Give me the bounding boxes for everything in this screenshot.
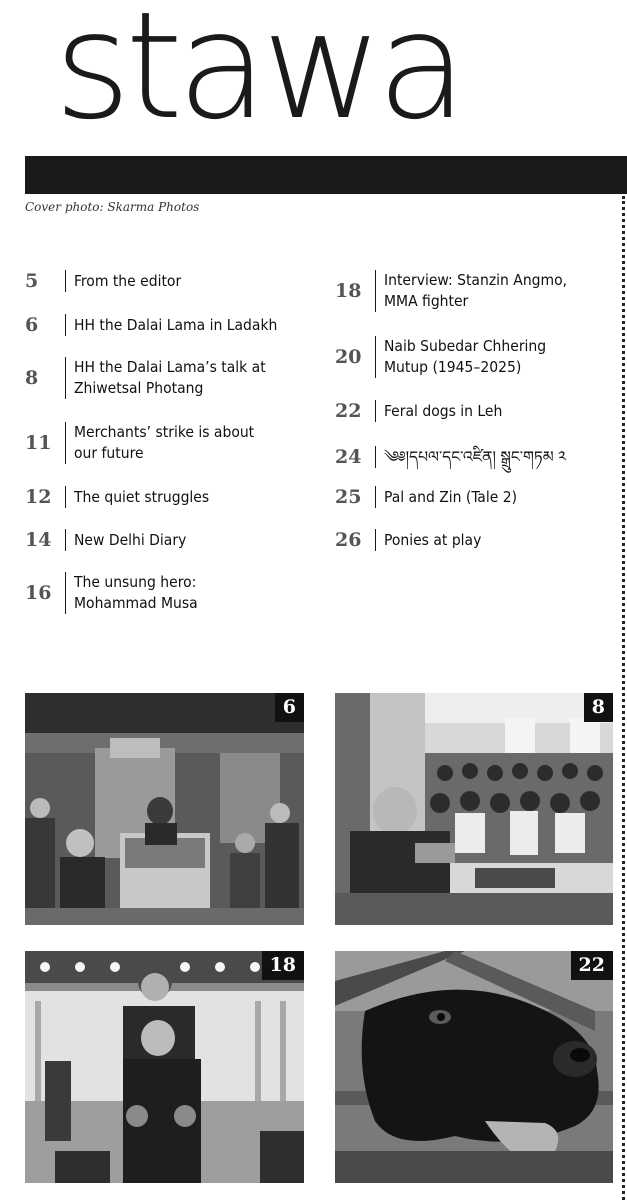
toc-title: Pal and Zin (Tale 2)	[384, 487, 518, 506]
toc-page-number: 26	[335, 529, 362, 551]
toc-page-number: 5	[25, 270, 39, 292]
toc-page-number: 12	[25, 486, 52, 508]
toc-separator	[65, 572, 66, 614]
toc-page-number: 22	[335, 400, 362, 422]
toc-title: New Delhi Diary	[74, 530, 187, 549]
photo-stanzin-angmo[interactable]	[25, 951, 304, 1183]
toc-entry[interactable]	[335, 446, 566, 468]
toc-entry[interactable]	[25, 314, 277, 336]
toc-title: Ponies at play	[384, 530, 482, 549]
photo-illustration	[25, 693, 304, 925]
toc-separator	[65, 357, 66, 399]
toc-title: HH the Dalai Lama in Ladakh	[74, 315, 278, 334]
photo-illustration	[335, 951, 613, 1183]
toc-separator	[65, 270, 66, 292]
toc-title: HH the Dalai Lama’s talk at Zhiwetsal Photang	[74, 358, 266, 397]
toc-title: The quiet struggles	[74, 487, 210, 506]
toc-page-number: 24	[335, 446, 362, 468]
toc-page-number: 18	[335, 280, 362, 302]
toc-entry[interactable]	[335, 486, 517, 508]
toc-page-number: 25	[335, 486, 362, 508]
photo-page-badge: 8	[584, 693, 613, 722]
photo-feral-dog[interactable]	[335, 951, 613, 1183]
toc-separator	[375, 400, 376, 422]
toc-entry[interactable]	[335, 336, 546, 378]
toc-separator	[375, 336, 376, 378]
toc-title: Merchants’ strike is about our future	[74, 423, 255, 462]
photo-illustration	[335, 693, 613, 925]
toc-title: The unsung hero: Mohammad Musa	[74, 573, 198, 612]
toc-page-number: 14	[25, 529, 52, 551]
cover-photo-credit: Cover photo: Skarma Photos	[25, 200, 200, 214]
photo-illustration	[25, 951, 304, 1183]
toc-title: ༄༅།དཔལ་དང་འཛིན། སྒྲུང་གཏམ ༢	[384, 447, 567, 466]
toc-page-number: 8	[25, 367, 39, 389]
toc-entry[interactable]	[25, 572, 198, 614]
toc-separator	[65, 422, 66, 464]
toc-entry[interactable]	[25, 529, 186, 551]
photo-dalai-lama-ladakh[interactable]	[25, 693, 304, 925]
masthead-title: stawa	[54, 0, 462, 152]
photo-page-badge: 18	[262, 951, 304, 980]
toc-separator	[65, 314, 66, 336]
toc-entry[interactable]	[335, 529, 481, 551]
toc-page-number: 20	[335, 346, 362, 368]
toc-entry[interactable]	[335, 400, 502, 422]
photo-dalai-lama-talk[interactable]	[335, 693, 613, 925]
toc-separator	[375, 270, 376, 312]
toc-entry[interactable]	[25, 357, 266, 399]
toc-page-number: 16	[25, 582, 52, 604]
toc-page-number: 6	[25, 314, 39, 336]
toc-page-number: 11	[25, 432, 52, 454]
toc-separator	[65, 529, 66, 551]
masthead-bar	[25, 156, 627, 194]
toc-title: Interview: Stanzin Angmo, MMA fighter	[384, 271, 568, 310]
toc-entry[interactable]	[25, 486, 209, 508]
toc-separator	[65, 486, 66, 508]
toc-title: From the editor	[74, 271, 182, 290]
toc-separator	[375, 486, 376, 508]
toc-entry[interactable]	[25, 270, 181, 292]
photo-page-badge: 22	[571, 951, 613, 980]
dotted-divider	[622, 196, 625, 1200]
toc-title: Feral dogs in Leh	[384, 401, 503, 420]
photo-page-badge: 6	[275, 693, 304, 722]
toc-separator	[375, 529, 376, 551]
toc-entry[interactable]	[25, 422, 254, 464]
toc-entry[interactable]	[335, 270, 567, 312]
toc-separator	[375, 446, 376, 468]
toc-title: Naib Subedar Chhering Mutup (1945–2025)	[384, 337, 547, 376]
